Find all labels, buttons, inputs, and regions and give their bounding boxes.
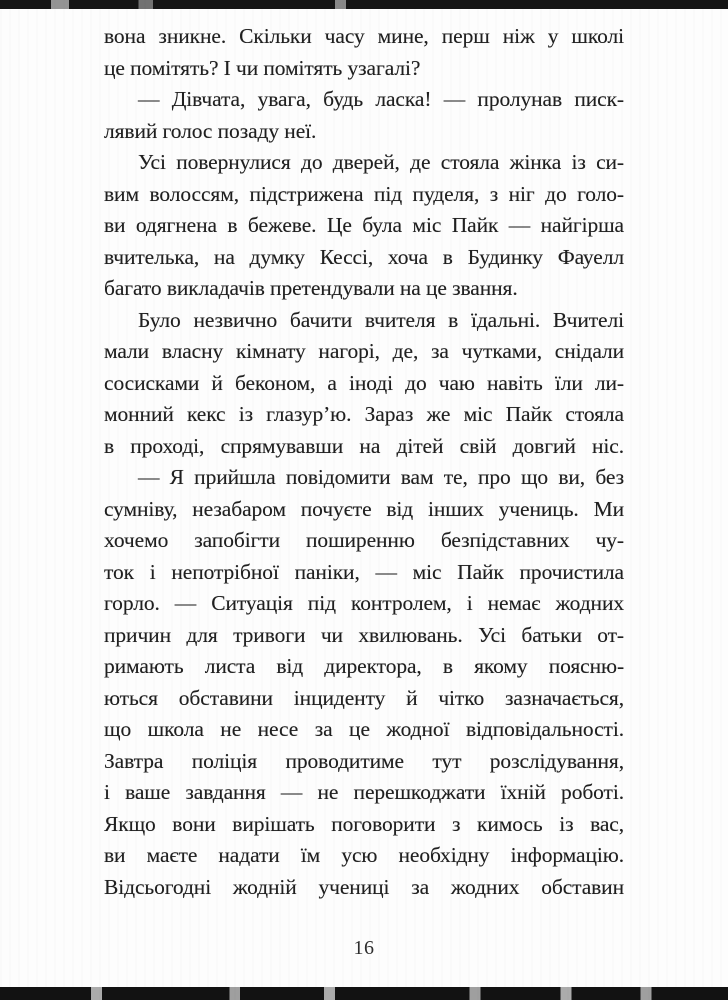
text-line: це помітять? І чи помітять узагалі?	[104, 55, 421, 80]
text-line: багато викладачів претендували на це звання.	[104, 276, 518, 300]
text-line: римають листа від директора, в якому поясню-	[104, 654, 624, 678]
text-line: Якщо вони вирішать поговорити з кимось із вас,	[104, 811, 624, 836]
text-line: Завтра поліція проводитиме тут розслідування,	[104, 748, 624, 773]
text-line: і ваше завдання — не перешкоджати їхній роботі.	[104, 780, 624, 804]
text-line: що школа не несе за це жодної відповідальності.	[104, 717, 624, 741]
text-line: мали власну кімнату нагорі, де, за чутками, снідали	[104, 339, 624, 363]
text-line: Було незвично бачити вчителя в їдальні. Вчителі	[138, 307, 624, 332]
text-line: монний кекс із глазур’ю. Зараз же міс Пайк стояла	[104, 402, 624, 426]
text-line: вона зникне. Скільки часу мине, перш ніж у школі	[104, 24, 624, 48]
text-line: ються обставини інциденту й чітко зазначається,	[104, 685, 624, 710]
text-line: причин для тривоги чи хвилювань. Усі батьки от-	[104, 622, 624, 647]
text-line: горло. — Ситуація під контролем, і немає жодних	[104, 591, 624, 615]
text-line: Відсьогодні жодній учениці за жодних обставин	[104, 874, 624, 899]
text-line: вчителька, на думку Кессі, хоча в Будинку Фауелл	[104, 244, 624, 269]
text-line: — Я прийшла повідомити вам те, про що ви, без	[138, 465, 624, 489]
text-block	[104, 21, 624, 903]
text-line: ток і непотрібної паніки, — міс Пайк прочистила	[104, 559, 624, 584]
bottom-scan-edge-bar	[0, 987, 728, 1000]
text-line: Усі повернулися до дверей, де стояла жінка із си-	[138, 150, 624, 174]
text-line: вим волоссям, підстрижена під пуделя, з ніг до голо-	[104, 181, 624, 206]
text-line: сосисками й беконом, а іноді до чаю навіть їли ли-	[104, 370, 624, 395]
text-line: лявий голос позаду неї.	[104, 118, 317, 143]
text-line: хочемо запобігти поширенню безпідставних чу-	[104, 528, 624, 552]
text-line: сумніву, незабаром почуєте від інших учениць. Ми	[104, 496, 624, 521]
text-line: ви маєте надати їм усю необхідну інформацію.	[104, 843, 624, 867]
page-number: 16	[353, 937, 375, 959]
text-line: — Дівчата, увага, будь ласка! — пролунав писк-	[138, 87, 624, 111]
text-line: ви одягнена в бежеве. Це була міс Пайк — найгірша	[104, 213, 624, 237]
text-line: в проході, спрямувавши на дітей свій довгий ніс.	[104, 433, 624, 458]
top-scan-edge-bar	[0, 0, 728, 9]
